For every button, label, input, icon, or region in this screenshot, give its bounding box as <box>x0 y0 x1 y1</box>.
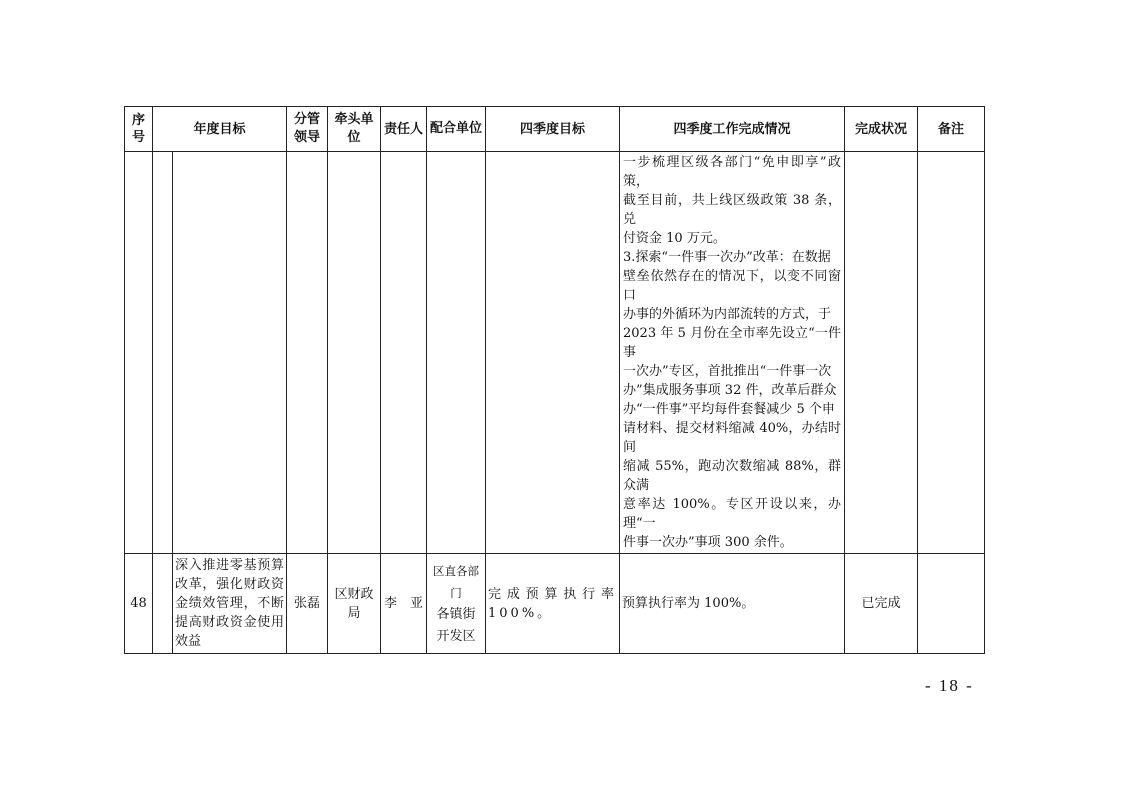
progress-line: 一步梳理区级各部门“免申即享”政策， <box>623 155 842 189</box>
progress-line: 缩减 55%，跑动次数缩减 88%，群众满 <box>623 459 842 493</box>
continued-coop-unit-cell <box>427 152 486 554</box>
row-lead-unit: 区财政局 <box>328 554 381 654</box>
progress-line: 一次办”专区，首批推出“一件事一次 <box>623 364 832 379</box>
header-q4-goal: 四季度目标 <box>486 107 620 152</box>
header-row <box>125 107 985 152</box>
row-remarks <box>918 554 985 654</box>
continued-leader-cell <box>287 152 328 554</box>
progress-line: 件事一次办”事项 300 余件。 <box>623 535 793 550</box>
progress-line: 壁垒依然存在的情况下，以变不同窗口 <box>623 269 842 303</box>
progress-line: 截至目前，共上线区级政策 38 条，兑 <box>623 193 842 227</box>
row-coop-unit <box>427 554 486 654</box>
continued-status-cell <box>845 152 918 554</box>
page-number: - 18 - <box>925 676 974 695</box>
continued-remarks-cell <box>918 152 985 554</box>
row-responsible: 李 亚 <box>381 554 427 654</box>
progress-line: 2023 年 5 月份在全市率先设立“一件事 <box>623 326 842 360</box>
header-q4-progress: 四季度工作完成情况 <box>620 107 845 152</box>
progress-line: 3.探索“一件事一次办”改革：在数据 <box>623 250 831 265</box>
continued-sub-cell <box>153 152 173 554</box>
row-status: 已完成 <box>845 554 918 654</box>
continued-responsible-cell <box>381 152 427 554</box>
header-seq: 序号 <box>125 107 153 152</box>
continued-progress-cell <box>620 152 845 554</box>
continued-goal-cell <box>173 152 287 554</box>
progress-line: 意率达 100%。专区开设以来，办理“一 <box>623 497 842 531</box>
table-row-48 <box>125 554 985 654</box>
continued-lead-unit-cell <box>328 152 381 554</box>
row-leader: 张磊 <box>287 554 328 654</box>
row-sub-cell <box>153 554 173 654</box>
header-annual-goal: 年度目标 <box>153 107 287 152</box>
row-q4-progress: 预算执行率为 100%。 <box>620 554 845 654</box>
header-coop-unit: 配合单位 <box>427 107 486 152</box>
row-q4-goal: 完成预算执行率 100%。 <box>486 554 620 654</box>
header-lead-unit: 牵头单位 <box>328 107 381 152</box>
header-responsible: 责任人 <box>381 107 427 152</box>
coop-unit-line: 各镇街 <box>436 606 476 622</box>
coop-unit-line: 区直各部门 <box>433 563 480 600</box>
continued-row <box>125 152 985 554</box>
progress-line: 请材料、提交材料缩减 40%，办结时间 <box>623 421 842 455</box>
continued-q4-goal-cell <box>486 152 620 554</box>
progress-line: 付资金 10 万元。 <box>623 231 726 246</box>
row-seq: 48 <box>125 554 153 654</box>
coop-unit-line: 开发区 <box>436 628 476 644</box>
header-leader: 分管领导 <box>287 107 328 152</box>
header-remarks: 备注 <box>918 107 985 152</box>
continued-seq-cell <box>125 152 153 554</box>
row-annual-goal: 深入推进零基预算改革，强化财政资金绩效管理，不断提高财政资金使用效益 <box>173 554 287 654</box>
progress-line: 办事的外循环为内部流转的方式，于 <box>623 307 832 322</box>
task-table <box>124 106 985 654</box>
progress-line: 办“一件事”平均每件套餐减少 5 个申 <box>623 402 835 417</box>
progress-line: 办”集成服务事项 32 件，改革后群众 <box>623 383 837 398</box>
header-status: 完成状况 <box>845 107 918 152</box>
